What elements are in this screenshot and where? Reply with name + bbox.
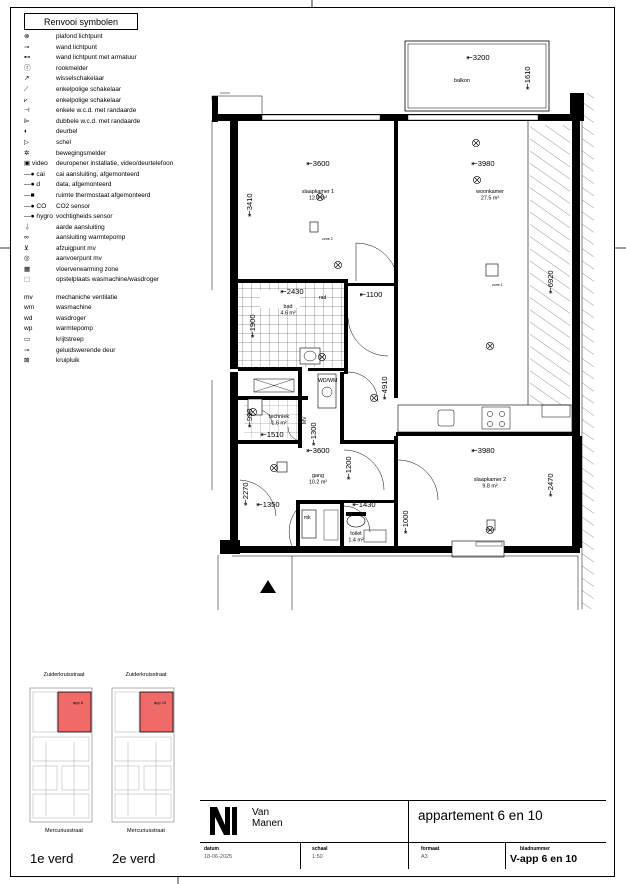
- legend-symbol-icon: —● d: [24, 181, 41, 189]
- legend-text: opstelplaats wasmachine/wasdroger: [56, 275, 160, 283]
- mk-label: mk: [304, 515, 311, 521]
- ceiling-light-icon: [270, 464, 277, 471]
- formaat-value: A3: [421, 854, 428, 860]
- dimension-gang-d: [344, 456, 353, 479]
- room-woonkamer: [475, 189, 504, 202]
- legend-text: wasdroger: [56, 314, 86, 322]
- schaal-label: schaal: [312, 846, 328, 852]
- legend-item: [24, 53, 204, 64]
- legend-item: [24, 191, 204, 202]
- legend-item: [24, 106, 204, 117]
- legend-item: [24, 254, 204, 265]
- legend-symbol-icon: ▦: [24, 266, 31, 274]
- svg-text:⇤4910: ⇤4910: [380, 376, 389, 400]
- svg-text:10.2 m²: 10.2 m²: [308, 479, 328, 486]
- legend-symbol-icon: ⊸: [24, 346, 30, 354]
- dimension-woonkamer-w: [471, 159, 494, 168]
- svg-text:bad: bad: [283, 304, 293, 310]
- kitchen-counter: [398, 405, 572, 432]
- legend-symbol-icon: ⟋: [24, 85, 29, 93]
- ceiling-light-icon: [473, 176, 480, 183]
- legend-symbol-icon: ▷: [24, 138, 30, 146]
- dimension-entree-w: [256, 500, 279, 509]
- svg-text:12.3 m²: 12.3 m²: [308, 195, 328, 202]
- legend-symbol-icon: ▭: [24, 336, 31, 344]
- svg-text:4.6 m²: 4.6 m²: [280, 310, 296, 317]
- legend-symbol-icon: ⊷: [24, 54, 31, 62]
- legend-text: vochtigheids sensor: [56, 213, 113, 221]
- north-arrow: [260, 580, 276, 593]
- legend-text: data, afgemonteerd: [56, 181, 112, 189]
- legend-text: deurbel: [56, 128, 78, 136]
- legend-item: [24, 324, 204, 335]
- legend-text: warmtepomp: [56, 325, 93, 333]
- datum-label: datum: [204, 846, 219, 852]
- legend-text: wand lichtpunt: [56, 43, 97, 51]
- legend-item: [24, 159, 204, 170]
- room-techniek: [269, 414, 289, 427]
- keyplan-1-drawing: [28, 682, 98, 826]
- svg-text:⇤2470: ⇤2470: [546, 473, 555, 497]
- dimension-balkon-w: [466, 53, 489, 62]
- legend-item: [24, 180, 204, 191]
- legend-item: [24, 244, 204, 255]
- room-balkon: [454, 78, 470, 84]
- legend-symbol-icon: —● hygro: [24, 213, 53, 221]
- legend-text: aanvoerpunt mv: [56, 255, 102, 263]
- svg-text:⇤990: ⇤990: [245, 408, 254, 428]
- legend-text: CO2 sensor: [56, 202, 91, 210]
- legend-symbol-icon: wp: [24, 325, 33, 333]
- legend-item: [24, 149, 204, 160]
- legend-symbol-icon: ◎: [24, 255, 30, 263]
- legend-text: bewegingsmelder: [56, 149, 107, 157]
- floor-label-2: 2e verd: [112, 851, 156, 866]
- svg-text:⇤1100: ⇤1100: [359, 290, 383, 299]
- legend-text: krijtstreep: [56, 336, 84, 344]
- brand-line-2: Manen: [252, 818, 283, 829]
- svg-text:balkon: balkon: [454, 78, 470, 84]
- legend-symbol-icon: ⩗: [24, 96, 28, 104]
- legend-symbol-icon: ⊫: [24, 117, 30, 125]
- legend-text: cai aansluiting, afgemonteerd: [56, 170, 140, 178]
- svg-text:⇤1200: ⇤1200: [344, 456, 353, 480]
- svg-text:⇤2430: ⇤2430: [280, 287, 304, 296]
- svg-text:⇤3600: ⇤3600: [306, 446, 330, 455]
- legend-item: [24, 96, 204, 107]
- svg-text:⇤3980: ⇤3980: [471, 446, 495, 455]
- legend-item: [24, 64, 204, 75]
- legend-item: [24, 85, 204, 96]
- svg-text:⇤1300: ⇤1300: [309, 422, 318, 446]
- vanmanen-logo-icon: [206, 803, 248, 839]
- floor-plan: [206, 36, 611, 616]
- svg-text:⇤3980: ⇤3980: [471, 159, 495, 168]
- dimension-slaapkamer2-d: [546, 473, 555, 496]
- svg-text:slaapkamer 1: slaapkamer 1: [301, 189, 335, 195]
- dimension-gang-left-d: [241, 482, 250, 505]
- legend-text: schel: [56, 138, 71, 146]
- keyplan-1-street-top: Zuiderkruisstraat: [43, 672, 85, 678]
- keyplan-1-street-bottom: Mercuriusstraat: [45, 828, 83, 834]
- legend-symbol-icon: ∞: [24, 234, 29, 242]
- legend-symbol-icon: ⊠: [24, 357, 30, 365]
- legend-symbol-icon: ✲: [24, 149, 30, 157]
- dimension-slaapkamer2-w: [471, 446, 494, 455]
- keyplan-2-drawing: [110, 682, 180, 826]
- legend-symbol-icon: ⊸: [24, 43, 30, 51]
- rad-label: rad: [319, 295, 327, 301]
- dimension-gang-w: [306, 446, 329, 455]
- room-gang: [309, 473, 327, 486]
- floor-label-1: 1e verd: [30, 851, 74, 866]
- brand-line-1: Van: [252, 807, 270, 818]
- svg-text:⇤3410: ⇤3410: [245, 193, 254, 217]
- svg-text:techniek: techniek: [268, 414, 290, 420]
- ceiling-light-icon: [472, 139, 479, 146]
- legend-item: [24, 138, 204, 149]
- sheet-number: V-app 6 en 10: [510, 853, 578, 865]
- legend-text: vloerverwarming zone: [56, 266, 119, 274]
- legend-text: afzuigpunt mv: [56, 244, 96, 252]
- legend-symbol-icon: —■: [24, 191, 35, 199]
- dimension-hal-d: [380, 376, 389, 399]
- datum-value: 18-06-2025: [204, 854, 233, 860]
- legend-text: wand lichtpunt met armatuur: [56, 54, 137, 62]
- legend-symbol-icon: ⊻: [24, 244, 29, 252]
- legend-item: [24, 346, 204, 357]
- blad-label: bladnummer: [520, 846, 551, 852]
- dimension-techniek-w: [260, 430, 283, 439]
- legend-symbol-icon: ⏚: [24, 223, 31, 231]
- svg-text:1.4 m²: 1.4 m²: [348, 537, 364, 544]
- woonkamer-hatch: [530, 125, 570, 405]
- dimension-balkon-d: [523, 66, 532, 89]
- legend-item: [24, 32, 204, 43]
- keyplan-1-unit: app 6: [73, 700, 84, 705]
- legend-symbol-icon: ⊣: [24, 107, 30, 115]
- legend-item: [24, 265, 204, 276]
- legend-item: [24, 223, 204, 234]
- svg-text:⇤1430: ⇤1430: [352, 500, 376, 509]
- svg-text:1.6 m²: 1.6 m²: [271, 420, 287, 427]
- room-slaapkamer-2: [474, 477, 506, 490]
- svg-text:gang: gang: [312, 473, 324, 479]
- legend-text: kruipluik: [56, 357, 80, 365]
- dimension-bad-w: [280, 287, 303, 296]
- legend-text: enkelpolige schakelaar: [56, 96, 122, 104]
- legend-symbol-icon: —● cai: [24, 170, 45, 178]
- legend-text: deuropener installatie, video/deurtelefoon: [56, 160, 174, 168]
- facade-hatch: [582, 93, 594, 609]
- svg-text:⇤1350: ⇤1350: [256, 500, 280, 509]
- legend-symbol-icon: mv: [24, 293, 33, 301]
- legend-item: [24, 356, 204, 367]
- legend-item: [24, 335, 204, 346]
- legend-symbol-icon: ◐: [24, 128, 28, 136]
- zone1-label: zone 1: [492, 283, 503, 287]
- svg-text:toilet: toilet: [350, 531, 362, 537]
- legend-item: [24, 74, 204, 85]
- legend-text: wisselschakelaar: [56, 75, 105, 83]
- legend-symbol-icon: ⓡ: [24, 64, 31, 72]
- legend-item: [24, 276, 204, 293]
- dimension-toilet-d: [401, 510, 410, 533]
- svg-text:27.5 m²: 27.5 m²: [480, 195, 500, 202]
- legend-symbol-icon: wm: [24, 304, 35, 312]
- legend-item: [24, 202, 204, 213]
- legend-text: enkele w.c.d. met randaarde: [56, 107, 137, 115]
- legend-item: [24, 314, 204, 325]
- legend-symbol-icon: ⊗: [24, 33, 30, 40]
- legend-item: [24, 233, 204, 244]
- svg-text:⇤1900: ⇤1900: [248, 314, 257, 338]
- legend-item: [24, 117, 204, 128]
- legend-item: [24, 303, 204, 314]
- legend-symbol-icon: —● CO: [24, 202, 47, 210]
- dimension-hal-w: [360, 290, 383, 299]
- wdwm-label: WD/WM: [318, 378, 338, 384]
- legend-text: aarde aansluiting: [56, 223, 105, 231]
- brand-name: [252, 807, 283, 829]
- dimension-techniek-d: [245, 408, 254, 427]
- legend-item: [24, 170, 204, 181]
- zone2-label: zone 2: [322, 237, 333, 241]
- svg-text:⇤3600: ⇤3600: [306, 159, 330, 168]
- legend-item: [24, 293, 204, 304]
- dimension-slaapkamer1-d: [245, 193, 254, 216]
- hal-wall: [348, 283, 394, 286]
- dimension-toilet-w: [352, 500, 375, 509]
- legend-item: [24, 127, 204, 138]
- svg-text:slaapkamer 2: slaapkamer 2: [473, 477, 507, 483]
- svg-text:⇤1610: ⇤1610: [523, 66, 532, 90]
- legend-symbol-icon: wd: [24, 314, 33, 322]
- svg-text:⇤3200: ⇤3200: [466, 53, 490, 62]
- legend-symbol-icon: ▣ video: [24, 160, 48, 168]
- ceiling-light-icon: [486, 342, 493, 349]
- legend-text: dubbele w.c.d. met randaarde: [56, 117, 141, 125]
- dimension-slaapkamer1-w: [306, 159, 329, 168]
- legend-text: enkelpolige schakelaar: [56, 85, 122, 93]
- legend-item: [24, 212, 204, 223]
- dimension-woon-d: [546, 270, 555, 293]
- legend-symbol-icon: ↗: [24, 75, 30, 83]
- schaal-value: 1:50: [312, 854, 323, 860]
- drawing-title: appartement 6 en 10: [418, 808, 543, 823]
- mv-label: MV: [302, 416, 308, 424]
- ceiling-light-icon: [334, 261, 341, 268]
- svg-text:9.8 m²: 9.8 m²: [482, 483, 498, 490]
- legend-text: geluidswerende deur: [56, 346, 116, 354]
- symbol-legend: [24, 32, 204, 367]
- svg-text:⇤1000: ⇤1000: [401, 510, 410, 534]
- legend-text: aansluiting warmtepomp: [56, 234, 126, 242]
- legend-text: wasmachine: [56, 304, 92, 312]
- legend-text: plafond lichtpunt: [56, 33, 103, 40]
- dimension-bad-d: [248, 314, 257, 337]
- keyplan-2-unit: app 10: [154, 700, 167, 705]
- legend-symbol-icon: ⬚: [24, 275, 31, 283]
- svg-text:⇤6920: ⇤6920: [546, 270, 555, 294]
- dimension-mv-d: [309, 422, 318, 445]
- legend-text: rookmelder: [56, 64, 88, 72]
- legend-item: [24, 43, 204, 54]
- legend-text: ruimte thermostaat afgemonteerd: [56, 191, 151, 199]
- svg-text:⇤1510: ⇤1510: [260, 430, 284, 439]
- keyplan-1: [28, 672, 98, 832]
- legend-text: mechaniche ventilatie: [56, 293, 118, 301]
- fixtures: [248, 348, 502, 546]
- svg-text:woonkamer: woonkamer: [476, 189, 504, 195]
- formaat-label: formaat: [421, 846, 440, 852]
- svg-text:⇤2270: ⇤2270: [241, 482, 250, 506]
- keyplan-2-street-bottom: Mercuriusstraat: [127, 828, 165, 834]
- legend-title: Renvooi symbolen: [24, 13, 138, 30]
- room-slaapkamer-1: [302, 189, 334, 202]
- keyplan-2: [110, 672, 180, 832]
- keyplan-2-street-top: Zuiderkruisstraat: [125, 672, 167, 678]
- ceiling-light-icon: [370, 394, 377, 401]
- room-toilet: [348, 531, 363, 544]
